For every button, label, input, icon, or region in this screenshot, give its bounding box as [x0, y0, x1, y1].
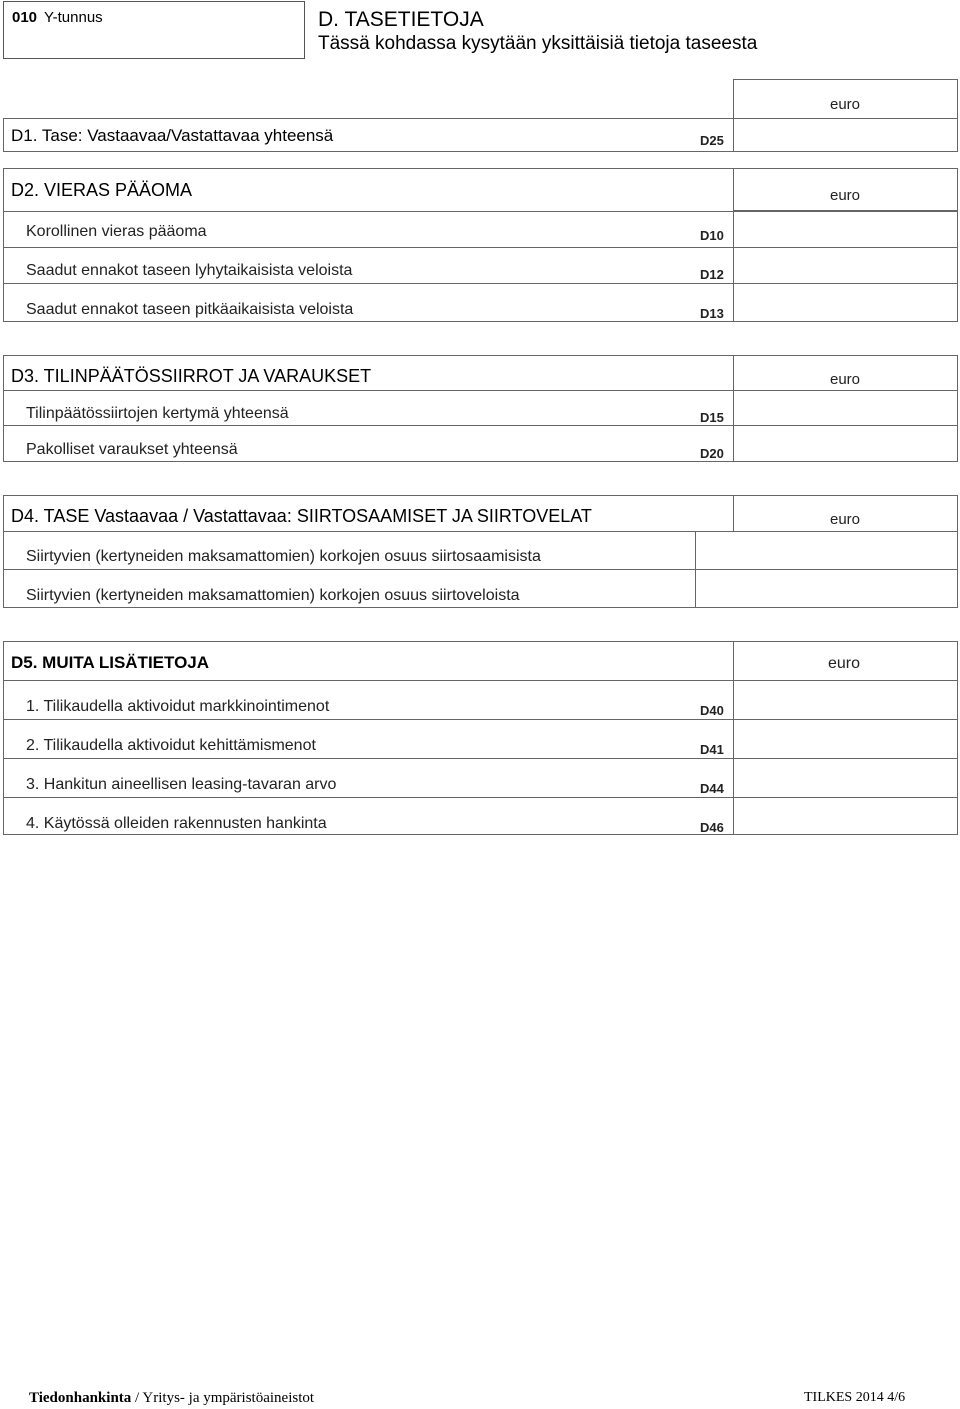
d5-row-4-input[interactable] [733, 797, 958, 835]
footer-organisation: Tiedonhankinta [29, 1390, 132, 1406]
d5-row-2-label: 2. Tilikaudella aktivoidut kehittämismenot [26, 737, 316, 754]
business-id-box [3, 1, 305, 59]
d2-title: D2. VIERAS PÄÄOMA [11, 180, 193, 200]
d2-row-3-code: D13 [700, 306, 724, 321]
d3-unit-label: euro [830, 371, 861, 388]
business-id-number: 010 [12, 9, 38, 26]
page-subtitle: Tässä kohdassa kysytään yksittäisiä tietoja taseesta [318, 33, 758, 54]
d3-left-rule [3, 355, 4, 462]
d3-row-2-label: Pakolliset varaukset yhteensä [26, 441, 238, 458]
d5-row-3-input[interactable] [733, 758, 958, 798]
d1-row-label: D1. Tase: Vastaavaa/Vastattavaa yhteensä [11, 126, 334, 145]
d5-row-1-code: D40 [700, 703, 724, 718]
d4-row-2-label: Siirtyvien (kertyneiden maksamattomien) korkojen osuus siirtoveloista [26, 587, 520, 604]
d1-left-rule [3, 118, 4, 151]
d1-unit-header [733, 79, 958, 119]
d3-row-1-input[interactable] [733, 390, 958, 426]
d3-title: D3. TILINPÄÄTÖSSIIRROT JA VARAUKSET [11, 366, 372, 386]
d5-row-2-input[interactable] [733, 719, 958, 759]
d5-title: D5. MUITA LISÄTIETOJA [11, 653, 210, 672]
d2-row-1-input[interactable] [733, 211, 958, 248]
d2-unit-header [733, 168, 958, 211]
d5-row-1-input[interactable] [733, 680, 958, 720]
d3-row-2-input[interactable] [733, 425, 958, 462]
d5-unit-label: euro [828, 655, 861, 672]
d3-unit-header [733, 355, 958, 391]
footer-separator: / [131, 1390, 143, 1406]
d1-code: D25 [700, 133, 724, 148]
d2-unit-label: euro [830, 187, 861, 204]
d5-row-3-label: 3. Hankitun aineellisen leasing-tavaran arvo [26, 776, 337, 793]
d4-left-rule [3, 495, 4, 608]
d4-row-2-input[interactable] [695, 569, 958, 608]
d5-row-3-code: D44 [700, 781, 724, 796]
business-id-label: Y-tunnus [44, 9, 103, 26]
d5-row-4-code: D46 [700, 820, 724, 835]
d4-bottom-rule [3, 607, 958, 608]
d4-title: D4. TASE Vastaavaa / Vastattavaa: SIIRTOSAAMISET JA SIIRTOVELAT [11, 506, 592, 526]
d2-bottom-rule [3, 321, 958, 322]
d3-row-1-label: Tilinpäätössiirtojen kertymä yhteensä [26, 405, 289, 422]
d4-row-1-input[interactable] [695, 531, 958, 570]
footer-left [29, 1388, 314, 1408]
d2-row-2-code: D12 [700, 267, 724, 282]
d5-row-2-code: D41 [700, 742, 724, 757]
d5-left-rule [3, 641, 4, 835]
d2-row-3-input[interactable] [733, 283, 958, 322]
d3-bottom-rule [3, 461, 958, 462]
d1-top-rule [3, 118, 733, 119]
d2-row-2-label: Saadut ennakot taseen lyhytaikaisista veloista [26, 262, 353, 279]
d2-row-1-label: Korollinen vieras pääoma [26, 223, 207, 240]
d3-row-1-code: D15 [700, 410, 724, 425]
d4-row-1-label: Siirtyvien (kertyneiden maksamattomien) korkojen osuus siirtosaamisista [26, 548, 541, 565]
footer-department: Yritys- ja ympäristöaineistot [142, 1390, 315, 1406]
d2-left-rule [3, 168, 4, 321]
d5-row-1-label: 1. Tilikaudella aktivoidut markkinointimenot [26, 698, 330, 715]
page-title: D. TASETIETOJA [318, 8, 484, 31]
d1-unit-label: euro [830, 96, 861, 113]
d2-row-3-label: Saadut ennakot taseen pitkäaikaisista veloista [26, 301, 354, 318]
d4-unit-label: euro [830, 511, 861, 528]
d3-row-2-code: D20 [700, 446, 724, 461]
d2-row-2-input[interactable] [733, 247, 958, 284]
d2-row-1-code: D10 [700, 228, 724, 243]
d1-value-input[interactable] [733, 118, 958, 152]
footer-page-info: TILKES 2014 4/6 [804, 1390, 906, 1405]
d4-unit-header [733, 495, 958, 532]
d5-bottom-rule [3, 834, 958, 835]
d5-row-4-label: 4. Käytössä olleiden rakennusten hankinta [26, 815, 327, 832]
d5-unit-header [733, 641, 958, 681]
